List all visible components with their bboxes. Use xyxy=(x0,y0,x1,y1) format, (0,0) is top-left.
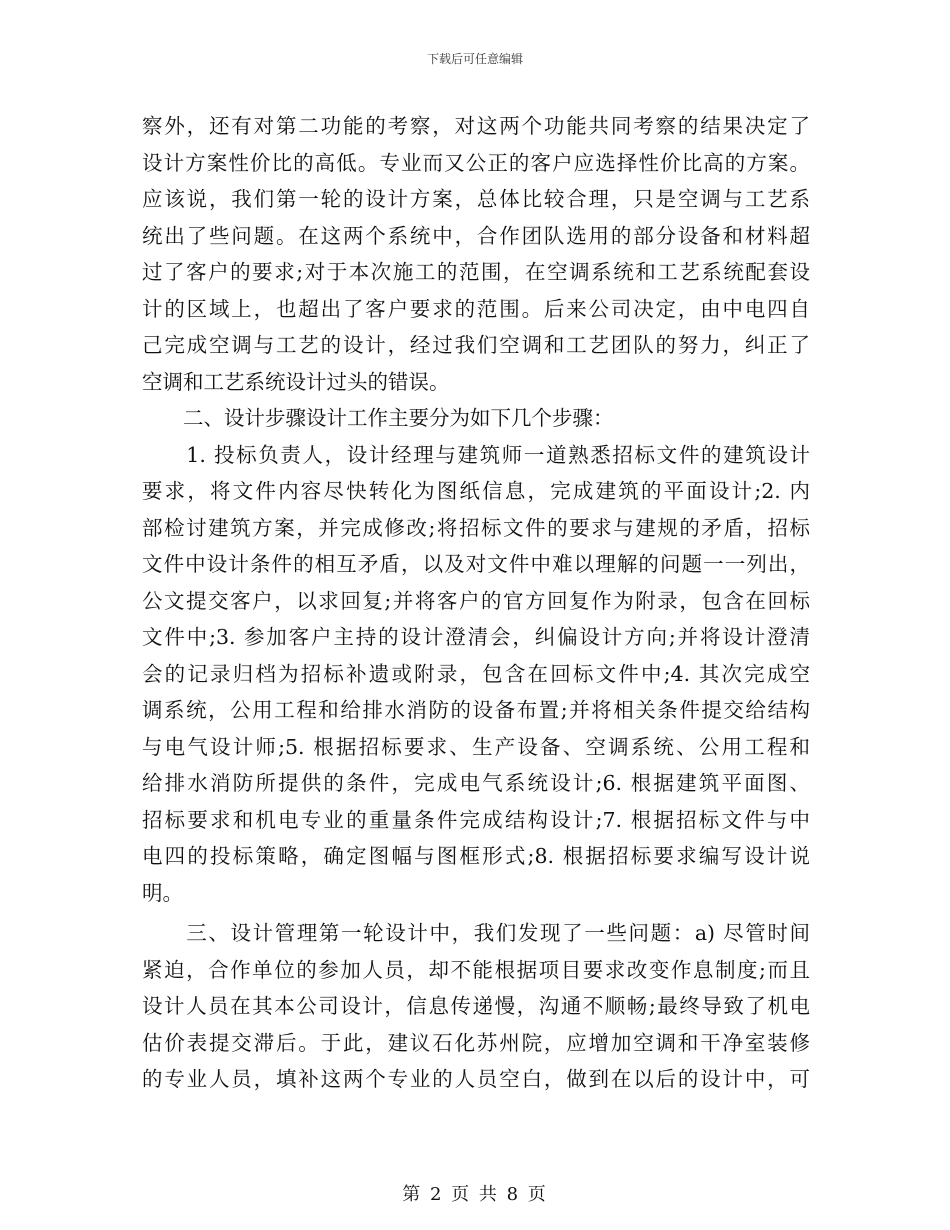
document-body xyxy=(142,108,810,1098)
text-line: 紧迫，合作单位的参加人员，却不能根据项目要求改变作息制度;而且 xyxy=(142,957,810,982)
section-heading: 二、设计步骤设计工作主要分为如下几个步骤： xyxy=(142,406,614,430)
text-line: 的专业人员，填补这两个专业的人员空白，做到在以后的设计中，可 xyxy=(142,1067,810,1091)
text-line: 空调和工艺系统设计过头的错误。 xyxy=(142,369,450,394)
text-line: 给排水消防所提供的条件，完成电气系统设计;6. 根据建筑平面图、 xyxy=(142,771,810,795)
text-line: 设计人员在其本公司设计，信息传递慢，沟通不顺畅;最终导致了机电 xyxy=(142,994,810,1018)
text-line: 与电气设计师;5. 根据招标要求、生产设备、空调系统、公用工程和 xyxy=(142,734,810,759)
text-line: 明。 xyxy=(142,880,183,905)
page-number: 第 2 页 共 8 页 xyxy=(402,1184,548,1205)
text-line: 会的记录归档为招标补遗或附录，包含在回标文件中;4. 其次完成空 xyxy=(142,661,810,686)
page-header: 下载后可任意编辑 xyxy=(426,52,523,66)
text-line: 文件中;3. 参加客户主持的设计澄清会，纠偏设计方向;并将设计澄清 xyxy=(142,625,810,649)
text-line: 己完成空调与工艺的设计，经过我们空调和工艺团队的努力，纠正了 xyxy=(142,333,810,357)
text-line: 三、设计管理第一轮设计中，我们发现了一些问题：a) 尽管时间 xyxy=(142,921,810,945)
text-line: 电四的投标策略，确定图幅与图框形式;8. 根据招标要求编写设计说 xyxy=(142,844,810,868)
text-line: 部检讨建筑方案，并完成修改;将招标文件的要求与建规的矛盾，招标 xyxy=(142,515,810,540)
text-line: 过了客户的要求;对于本次施工的范围，在空调系统和工艺系统配套设 xyxy=(142,260,810,284)
text-line: 公文提交客户，以求回复;并将客户的官方回复作为附录，包含在回标 xyxy=(142,588,810,613)
text-line: 估价表提交滞后。于此，建议石化苏州院，应增加空调和干净室装修 xyxy=(142,1030,810,1055)
text-line: 设计方案性价比的高低。专业而又公正的客户应选择性价比高的方案。 xyxy=(142,150,810,175)
text-line: 招标要求和机电专业的重量条件完成结构设计;7. 根据招标文件与中 xyxy=(142,807,810,832)
text-line: 应该说，我们第一轮的设计方案，总体比较合理，只是空调与工艺系 xyxy=(142,187,810,211)
text-line: 统出了些问题。在这两个系统中，合作团队选用的部分设备和材料超 xyxy=(142,223,810,248)
text-line: 调系统，公用工程和给排水消防的设备布置;并将相关条件提交给结构 xyxy=(142,698,810,722)
text-line: 1. 投标负责人，设计经理与建筑师一道熟悉招标文件的建筑设计 xyxy=(142,442,810,467)
text-line: 计的区域上，也超出了客户要求的范围。后来公司决定，由中电四自 xyxy=(142,296,810,321)
text-line: 文件中设计条件的相互矛盾，以及对文件中难以理解的问题一一列出， xyxy=(142,552,810,576)
text-line: 察外，还有对第二功能的考察，对这两个功能共同考察的结果决定了 xyxy=(142,114,810,138)
text-line: 要求，将文件内容尽快转化为图纸信息，完成建筑的平面设计;2. 内 xyxy=(142,479,810,503)
